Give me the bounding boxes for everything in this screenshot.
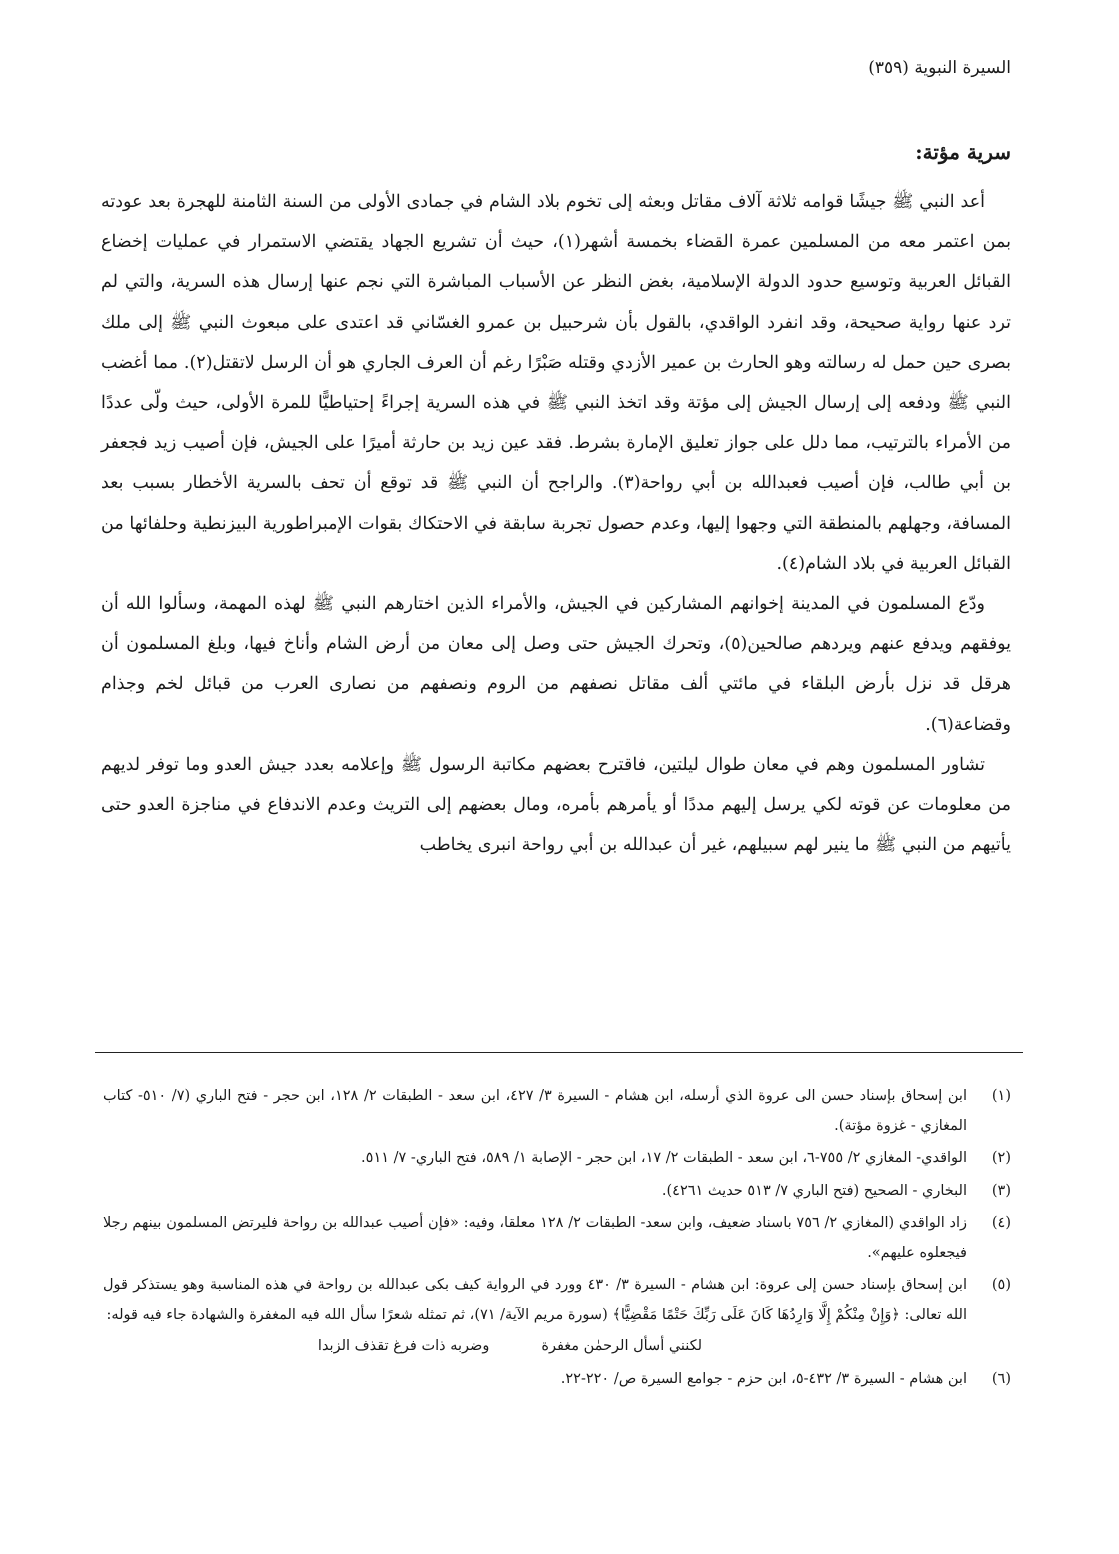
paragraph: ودّع المسلمون في المدينة إخوانهم المشاركين في الجيش، والأمراء الذين اختارهم النبي ﷺ لهذه المهمة، وسألوا الله أن يوفقهم ويدفع عنهم ويردهم صالحين(٥)، وتحرك الجيش حتى وصل إلى معان من أرض الشام وأناخ فيها، وبلغ المسلمون أن هرقل قد نزل بأرض البلقاء في مائتي ألف مقاتل نصفهم من الروم ونصفهم من نصارى العرب من قبائل لخم وجذام وقضاعة(٦). <box>101 594 1011 735</box>
section-title: سرية مؤتة: <box>915 140 1011 164</box>
footnote <box>103 1082 1011 1141</box>
footnote <box>103 1209 1011 1268</box>
main-text <box>101 182 1011 865</box>
footnote-text: الواقدي- المغازي ٢/ ٧٥٥-٦، ابن سعد - الطبقات ٢/ ١٧، ابن حجر - الإصابة ١/ ٥٨٩، فتح الباري- ٧/ ٥١١. <box>361 1150 967 1166</box>
footnote <box>103 1365 1011 1395</box>
footnote-text-body: ابن إسحاق بإسناد حسن إلى عروة: ابن هشام - السيرة ٣/ ٤٣٠ وورد في الرواية كيف بكى عبدالله بن رواحة في هذه المناسبة وهو يستذكر قول الله تعالى: ﴿وَإِنْ مِنْكُمْ إِلَّا وَارِدُهَا كَانَ عَلَى رَبِّكَ حَتْمًا مَقْضِيًّا﴾ (سورة مريم الآية/ ٧١)، ثم تمثله شعرًا سأل الله فيه المغفرة والشهادة جاء فيه قوله: <box>103 1277 967 1323</box>
footnote-number: (١) <box>991 1088 1011 1104</box>
footnote <box>103 1177 1011 1207</box>
footnote-text: ابن إسحاق بإسناد حسن الى عروة الذي أرسله، ابن هشام - السيرة ٣/ ٤٢٧، ابن سعد - الطبقات ٢/ ١٢٨، ابن حجر - فتح الباري (٧/ ٥١٠- كتاب المغازي - غزوة مؤتة). <box>103 1088 967 1134</box>
poem-verse <box>103 1332 967 1362</box>
footnote-text: البخاري - الصحيح (فتح الباري ٧/ ٥١٣ حديث ٤٢٦١). <box>661 1182 967 1199</box>
footnote-text: زاد الواقدي (المغازي ٢/ ٧٥٦ باسناد ضعيف، وابن سعد- الطبقات ٢/ ١٢٨ معلقا، وفيه: «فإن أصيب عبدالله بن رواحة فليرتض المسلمون بينهم رجلا فيجعلوه عليهم». <box>103 1215 967 1261</box>
verse-second-hemistich: وضربه ذات فرغ تقذف الزبدا <box>317 1338 490 1354</box>
footnote-number: (٣) <box>991 1182 1011 1199</box>
footnote-number: (٥) <box>991 1277 1011 1293</box>
footnote <box>103 1271 1011 1362</box>
footnote-text: ابن هشام - السيرة ٣/ ٤٣٢-٥، ابن حزم - جوامع السيرة ص/ ٢٢٠-٢٢. <box>560 1370 967 1387</box>
running-head: السيرة النبوية (٣٥٩) <box>868 58 1011 78</box>
paragraph: أعد النبي ﷺ جيشًا قوامه ثلاثة آلاف مقاتل وبعثه إلى تخوم بلاد الشام في جمادى الأولى من السنة الثامنة للهجرة بعد عودته بمن اعتمر معه من المسلمين عمرة القضاء بخمسة أشهر(١)، حيث أن تشريع الجهاد يقتضي الاستمرار في عمليات إخضاع القبائل العربية وتوسيع حدود الدولة الإسلامية، بغض النظر عن الأسباب المباشرة التي نجم عنها إرسال هذه السرية، والتي لم ترد عنها رواية صحيحة، وقد انفرد الواقدي، بالقول بأن شرحبيل بن عمرو الغسّاني قد اعتدى على مبعوث النبي ﷺ إلى ملك بصرى حين حمل له رسالته وهو الحارث بن عمير الأزدي وقتله صَبْرًا رغم أن العرف الجاري هو أن الرسل لاتقتل(٢). مما أغضب النبي ﷺ ودفعه إلى إرسال الجيش إلى مؤتة وقد اتخذ النبي ﷺ في هذه السرية إجراءً إحتياطيًّا للمرة الأولى، حيث ولّى عددًا من الأمراء بالترتيب، مما دلل على جواز تعليق الإمارة بشرط. فقد عين زيد بن حارثة أميرًا على الجيش، فإن أصيب زيد فجعفر بن أبي طالب، فإن أصيب فعبدالله بن أبي رواحة(٣). والراجح أن النبي ﷺ قد توقع أن تحف بالسرية الأخطار بسبب بعد المسافة، وجهلهم بالمنطقة التي وجهوا إليها، وعدم حصول تجربة سابقة في الاحتكاك بقوات الإمبراطورية البيزنطية وحلفائها من القبائل العربية في بلاد الشام(٤). <box>101 192 1011 574</box>
verse-first-hemistich: لكنني أسأل الرحمٰن مغفرة <box>541 1338 703 1354</box>
footnotes <box>103 1082 1011 1394</box>
paragraph: تشاور المسلمون وهم في معان طوال ليلتين، فاقترح بعضهم مكاتبة الرسول ﷺ وإعلامه بعدد جيش العدو وما توفر لديهم من معلومات عن قوته لكي يرسل إليهم مددًا أو يأمرهم بأمره، ومال بعضهم إلى التريث وعدم الاندفاع في مناجزة العدو حتى يأتيهم من النبي ﷺ ما ينير لهم سبيلهم، غير أن عبدالله بن أبي رواحة انبرى يخاطب <box>101 754 1011 856</box>
footnote-text <box>103 1271 967 1362</box>
footnote <box>103 1144 1011 1174</box>
footnote-number: (٦) <box>991 1370 1011 1387</box>
footnote-divider <box>95 1052 1023 1053</box>
footnote-number: (٤) <box>991 1215 1011 1231</box>
footnote-number: (٢) <box>991 1150 1011 1166</box>
